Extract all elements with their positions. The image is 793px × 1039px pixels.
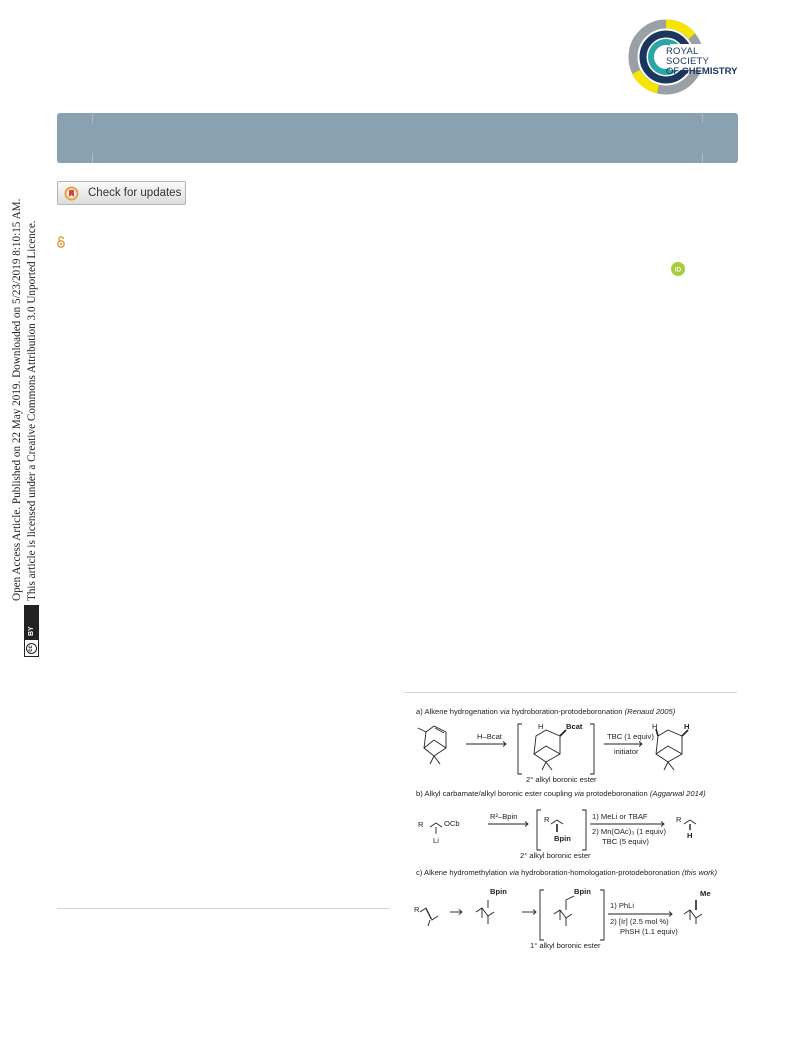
scheme-c-heading-rest: hydroboration-homologation-protodeboronation xyxy=(519,868,682,877)
rsc-wordmark-line2 xyxy=(666,67,740,77)
scheme-b-step3: TBC (5 equiv) xyxy=(602,837,649,846)
banner-tick xyxy=(702,113,703,123)
scheme-b-graphic xyxy=(404,800,738,862)
scheme-b-li: Li xyxy=(433,836,439,845)
scheme-c-heading-text: c) Alkene hydromethylation xyxy=(416,868,510,877)
scheme-c-step1: 1) PhLi xyxy=(610,901,635,910)
scheme-a-product-h2: H xyxy=(684,722,690,731)
scheme-c-heading xyxy=(416,868,717,877)
cc-icon: cc xyxy=(26,643,37,654)
scheme-a-caption: 2° alkyl boronic ester xyxy=(526,775,597,784)
scheme-c-r1: R xyxy=(414,905,420,914)
check-for-updates-label: Check for updates xyxy=(88,187,182,199)
rsc-wordmark-of: OF xyxy=(666,66,680,77)
cc-by-license-badge[interactable] xyxy=(24,605,39,657)
open-access-lock-icon[interactable] xyxy=(56,236,66,248)
scheme-c-step2: 2) [Ir] (2.5 mol %) xyxy=(610,917,669,926)
scheme-c-graphic xyxy=(404,880,738,952)
scheme-c-step3: PhSH (1.1 equiv) xyxy=(620,927,678,936)
scheme-b-heading xyxy=(416,789,706,798)
scheme-c-heading-via: via xyxy=(509,868,520,877)
side-publication-note: Open Access Article. Published on 22 May 2019. Downloaded on 5/23/2019 8:10:15 AM. xyxy=(11,198,23,601)
rsc-wordmark-line1: ROYAL SOCIETY xyxy=(666,46,710,67)
scheme-a-reagent-tbc: TBC (1 equiv) xyxy=(607,732,654,741)
scheme-top-rule xyxy=(404,692,737,693)
scheme-c-methyl: Me xyxy=(700,889,711,898)
scheme-c-bpin-1: Bpin xyxy=(490,887,507,896)
check-for-updates-button[interactable] xyxy=(57,181,186,205)
rsc-wordmark-chemistry: CHEMISTRY xyxy=(681,66,738,77)
scheme-b-r1: R xyxy=(418,820,424,829)
banner-tick xyxy=(702,153,703,163)
scheme-b-heading-text: b) Alkyl carbamate/alkyl boronic ester coupling xyxy=(416,789,575,798)
banner-tick xyxy=(92,113,93,123)
scheme-b-prod-h: H xyxy=(687,831,693,840)
scheme-a-graphic xyxy=(404,718,738,786)
scheme-b-step1: 1) MeLi or TBAF xyxy=(592,812,648,821)
crossmark-icon xyxy=(64,186,79,201)
scheme-b-int-r1: R xyxy=(544,815,550,824)
scheme-b-step2: 2) Mn(OAc)₃ (1 equiv) xyxy=(592,827,666,836)
scheme-a-reagent-hbcat: H–Bcat xyxy=(477,732,502,741)
scheme-a-heading-rest: hydroboration-protodeboronation xyxy=(509,707,625,716)
scheme-a-heading-text: a) Alkene hydrogenation xyxy=(416,707,501,716)
scheme-c-caption: 1° alkyl boronic ester xyxy=(530,941,601,950)
side-license-text xyxy=(7,197,43,657)
scheme-a-heading-via: via xyxy=(500,707,510,716)
scheme-b-heading-ref: (Aggarwal 2014) xyxy=(649,789,706,798)
scheme-b-heading-rest: protodeboronation xyxy=(584,789,650,798)
banner-tick xyxy=(92,153,93,163)
scheme-c-bpin-2: Bpin xyxy=(574,887,591,896)
rsc-logo xyxy=(628,18,740,96)
scheme-b-caption: 2° alkyl boronic ester xyxy=(520,851,591,860)
scheme-a-h-label: H xyxy=(538,722,544,731)
scheme-b-reagent-r2bpin: R²–Bpin xyxy=(490,812,518,821)
scheme-b-heading-via: via xyxy=(574,789,584,798)
scheme-b-bpin: Bpin xyxy=(554,834,571,843)
footnote-rule xyxy=(57,908,390,909)
scheme-a-bcat-label: Bcat xyxy=(566,722,583,731)
article-type-banner xyxy=(57,113,738,163)
scheme-a-heading-ref: (Renaud 2005) xyxy=(624,707,676,716)
orcid-icon[interactable] xyxy=(671,262,685,276)
svg-text:iD: iD xyxy=(674,266,682,274)
scheme-a-product-h1: H xyxy=(652,722,658,731)
scheme-c-heading-ref: (this work) xyxy=(681,868,718,877)
scheme-b-prod-r1: R xyxy=(676,815,682,824)
scheme-a-reagent-initiator: initiator xyxy=(614,747,639,756)
side-licence-note: This article is licensed under a Creative Commons Attribution 3.0 Unported Licence. xyxy=(26,220,38,601)
scheme-a-heading xyxy=(416,707,675,716)
rsc-wordmark xyxy=(666,47,740,77)
scheme-b-ocb: OCb xyxy=(444,819,460,828)
by-icon: BY xyxy=(25,605,38,640)
